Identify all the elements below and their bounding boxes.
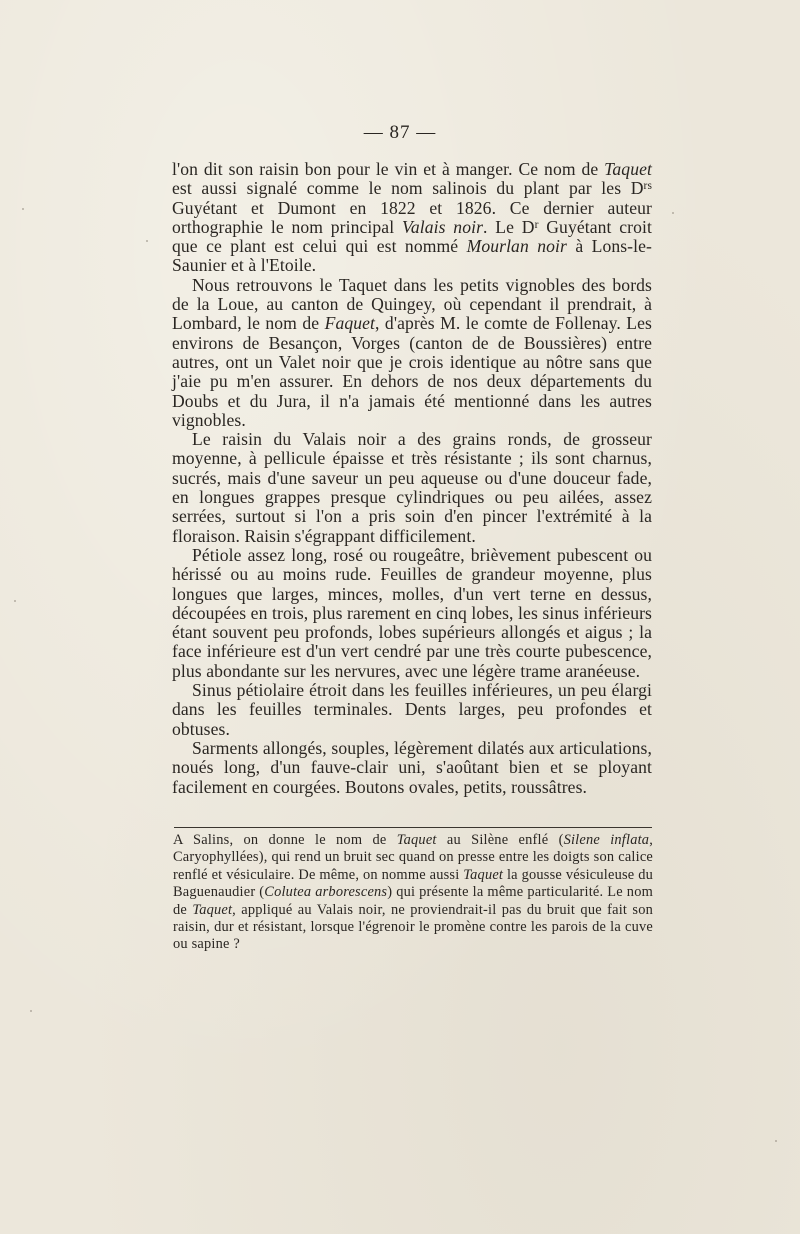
text-run: A Salins, on donne le nom de — [173, 832, 397, 848]
italic-term: Taquet — [604, 159, 652, 179]
footnote-paragraph — [173, 832, 653, 954]
paper-speck — [672, 212, 674, 214]
page-number: — 87 — — [363, 122, 437, 143]
paper-speck — [775, 1140, 777, 1142]
italic-term: Valais noir — [401, 216, 484, 237]
italic-term: Taquet — [192, 901, 233, 918]
body-text — [172, 160, 652, 797]
italic-term: Colutea arborescens — [264, 884, 388, 901]
paper-speck — [30, 1010, 32, 1012]
body-paragraph — [172, 546, 652, 681]
text-run: Guyétant et Dumont en 1822 et 1826. Ce dernier auteur orthographie le nom principal — [172, 197, 652, 237]
text-run: , d'après M. le comte de Follenay. Les environs de Besançon, Vorges (canton de de Boussières) entre autres, ont un Valet noir que je crois identique au nôtre sans que j'aie pu m'en assurer. En dehors de nos deux départements du Doubs et du Jura, il n'a jamais été mentionné dans les autres vignobles. — [172, 313, 653, 430]
body-paragraph — [172, 160, 652, 276]
paper-speck — [22, 208, 24, 210]
text-run: . Le D — [483, 216, 535, 237]
footnote — [173, 832, 653, 954]
text-run: Sinus pétiolaire étroit dans les feuilles inférieures, un peu élargi dans les feuilles terminales. Dents larges, peu profondes et obtuses. — [172, 680, 652, 739]
text-run: , Caryophyllées), qui rend un bruit sec quand on presse entre les doigts son calice renflé et vésiculaire. De même, on nomme aussi — [173, 832, 653, 883]
body-paragraph — [172, 739, 652, 797]
text-run: Pétiole assez long, rosé ou rougeâtre, brièvement pubescent ou hérissé ou au moins rude. Feuilles de grandeur moyenne, plus longues que larges, minces, molles, d'un vert terne en dessus, découpées en trois, plus rarement en cinq lobes, les sinus inférieurs étant souvent peu profonds, lobes supérieurs allongés et aigus ; la face inférieure est d'un vert cendré par une très courte pubescence, plus abondante sur les nervures, avec une légère trame aranéeuse. — [172, 544, 652, 681]
superscript: r — [534, 218, 539, 231]
text-run: Le raisin du Valais noir a des grains ronds, de grosseur moyenne, à pellicule épaisse et très résistante ; ils sont charnus, sucrés, mais d'une saveur un peu aqueuse ou d'une douceur fade, en longues grappes presque cylindriques ou peu ailées, assez serrées, surtout si l'on a pris soin d'en pincer l'extrémité à la floraison. Raisin s'égrappant difficilement. — [172, 429, 652, 546]
text-run: la gousse vésiculeuse du Baguenaudier ( — [173, 866, 653, 901]
text-run: , appliqué au Valais noir, ne proviendrait-il pas du bruit que fait son raisin, dur et résistant, lorsque l'égrenoir le promène contre les parois de la cuve ou sapine ? — [173, 901, 653, 953]
italic-term: Mourlan noir — [466, 236, 567, 257]
text-run: l'on dit son raisin bon pour le vin et à manger. Ce nom de — [172, 159, 605, 179]
italic-term: Silene inflata — [563, 832, 650, 848]
text-run: Sarments allongés, souples, légèrement dilatés aux articulations, noués long, d'un fauve-clair uni, s'aoûtant bien et se ployant facilement en courgées. Boutons ovales, petits, roussâtres. — [172, 737, 652, 797]
italic-term: Taquet — [463, 866, 504, 883]
italic-term: Faquet — [324, 313, 376, 334]
body-paragraph — [172, 276, 652, 430]
italic-term: Taquet — [396, 832, 437, 848]
text-run: à Lons-le-Saunier et à l'Etoile. — [172, 236, 652, 276]
body-paragraph — [172, 430, 652, 546]
paper-speck — [14, 600, 16, 602]
text-run: est aussi signalé comme le nom salinois du plant par les D — [172, 178, 644, 199]
superscript: rs — [643, 180, 652, 193]
text-run: au Silène enflé ( — [436, 832, 564, 848]
footnote-separator — [174, 827, 652, 828]
text-run: Nous retrouvons le Taquet dans les petits vignobles des bords de la Loue, au canton de Quingey, où cependant il prendrait, à Lombard, le nom de — [172, 274, 652, 334]
text-run: ) qui présente la même particularité. Le nom de — [173, 884, 653, 918]
body-paragraph — [172, 681, 652, 739]
paper-speck — [146, 240, 148, 242]
text-run: Guyétant croit que ce plant est celui qui est nommé — [172, 216, 653, 257]
